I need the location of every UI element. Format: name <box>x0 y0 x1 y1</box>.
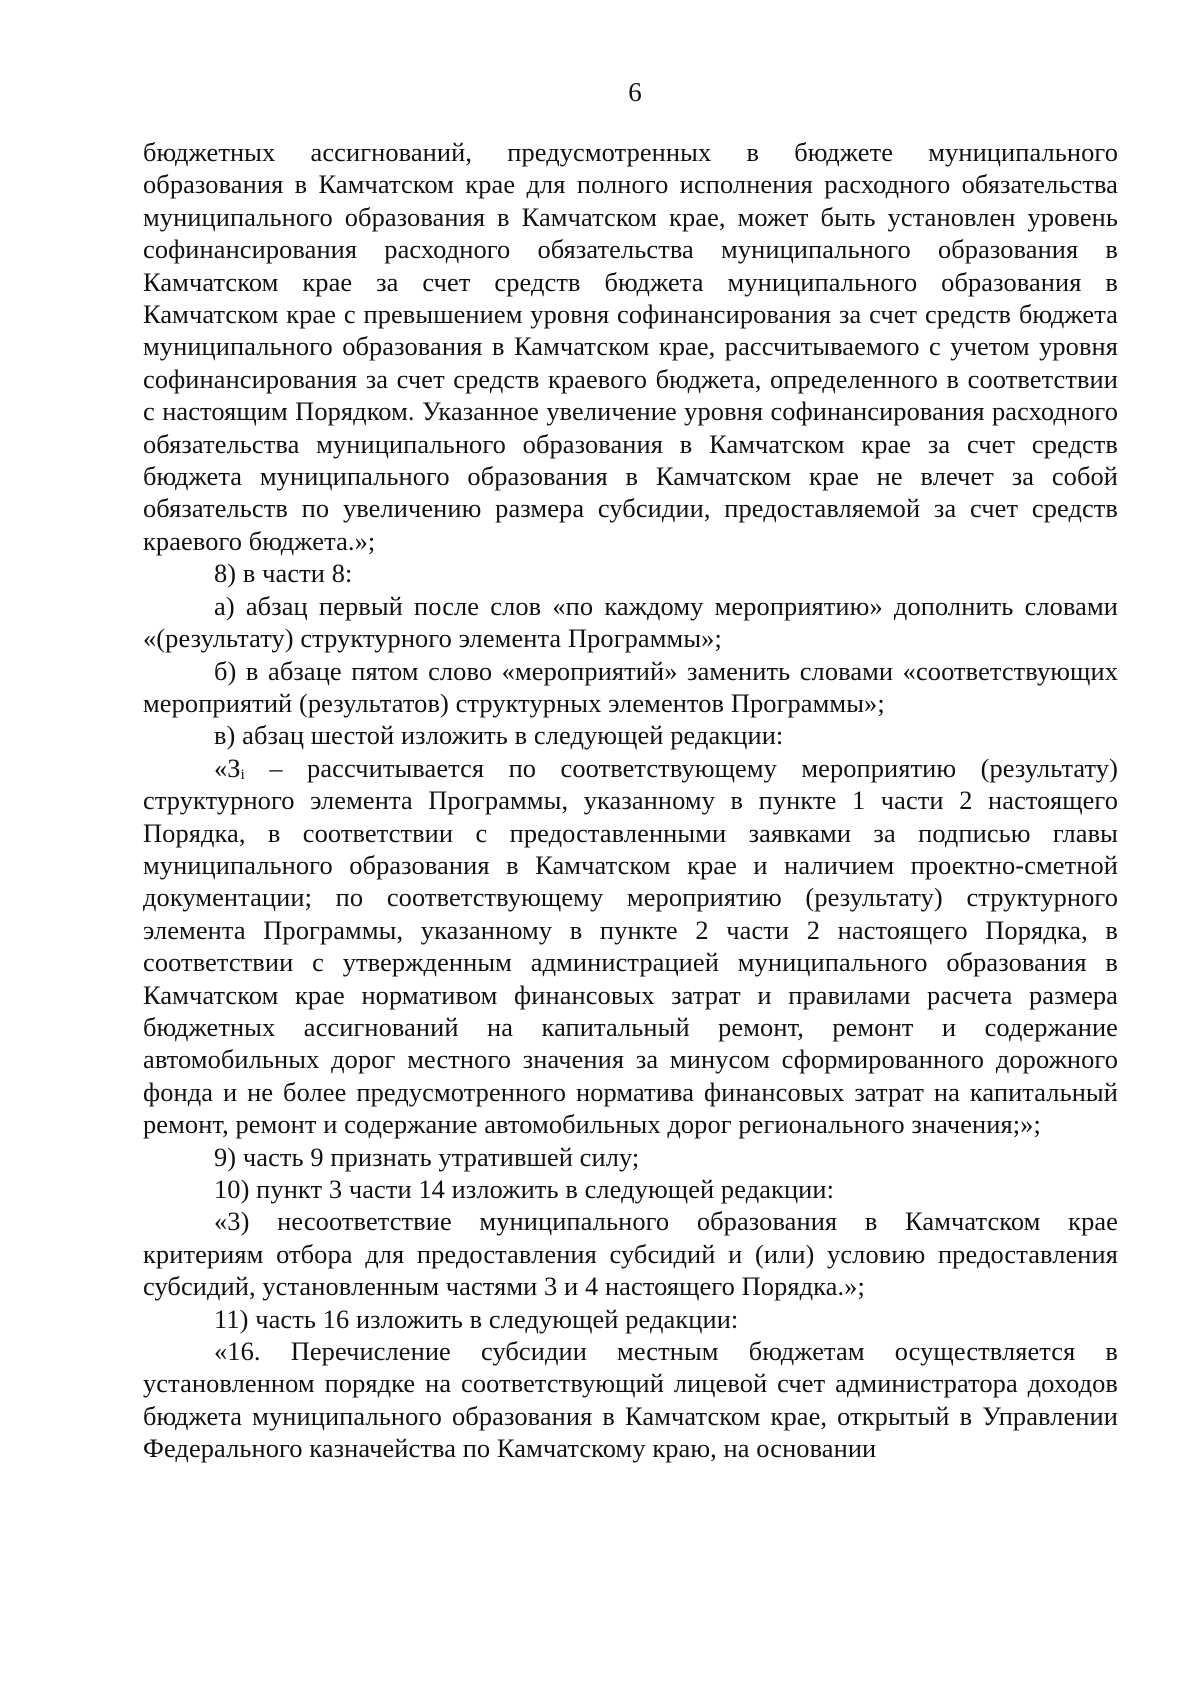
paragraph-item-8: 8) в части 8: <box>214 558 353 589</box>
formula-definition-text: – рассчитывается по соответствующему мероприятию (результату) структурного элемента Программы, указанному в пункте 1 части 2 настоящего Порядка, в соответствии с предоставленными заявками за подписью главы муниципального образования в Камчатском крае и наличием проектно-сметной документации; по соответствующему мероприятию (результату) структурного элемента Программы, указанному в пункте 2 части 2 настоящего Порядка, в соответствии с утвержденным администрацией муниципального образования в Камчатском крае нормативом финансовых затрат и правилами расчета размера бюджетных ассигнований на капитальный ремонт, ремонт и содержание автомобильных дорог местного значения за минусом сформированного дорожного фонда и не более предусмотренного норматива финансовых затрат на капитальный ремонт, ремонт и содержание автомобильных дорог регионального значения;»; <box>143 752 1118 1140</box>
paragraph-item-8a: а) абзац первый после слов «по каждому мероприятию» дополнить словами «(результату) структурного элемента Программы»; <box>143 590 1118 654</box>
paragraph-continuation: бюджетных ассигнований, предусмотренных в бюджете муниципального образования в Камчатском крае для полного исполнения расходного обязательства муниципального образования в Камчатском крае, может быть установлен уровень софинансирования расходного обязательства муниципального образования в Камчатском крае за счет средств бюджета муниципального образования в Камчатском крае с превышением уровня софинансирования за счет средств бюджета муниципального образования в Камчатском крае, рассчитываемого с учетом уровня софинансирования за счет средств краевого бюджета, определенного в соответствии с настоящим Порядком. Указанное увеличение уровня софинансирования расходного обязательства муниципального образования в Камчатском крае за счет средств бюджета муниципального образования в Камчатском крае не влечет за собой обязательств по увеличению размера субсидии, предоставляемой за счет средств краевого бюджета.»; <box>143 137 1118 556</box>
paragraph-item-10-text: «3) несоответствие муниципального образования в Камчатском крае критериям отбора для предоставления субсидий и (или) условию предоставления субсидий, установленным частями 3 и 4 настоящего Порядка.»; <box>143 1206 1118 1302</box>
paragraph-item-8b: б) в абзаце пятом слово «мероприятий» заменить словами «соответствующих мероприятий (результатов) структурных элементов Программы»; <box>143 655 1118 718</box>
document-body <box>143 136 1118 1465</box>
paragraph-item-8v: в) абзац шестой изложить в следующей редакции: <box>214 720 784 751</box>
formula-subscript: i <box>240 766 245 783</box>
paragraph-item-11: 11) часть 16 изложить в следующей редакции: <box>214 1303 739 1334</box>
formula-symbol: «З <box>214 752 241 783</box>
paragraph-item-9: 9) часть 9 признать утратившей силу; <box>214 1141 640 1172</box>
paragraph-item-10: 10) пункт 3 части 14 изложить в следующей редакции: <box>214 1174 835 1204</box>
page-number: 6 <box>628 77 642 107</box>
paragraph-formula-definition <box>143 752 1118 1141</box>
paragraph-item-11-text: «16. Перечисление субсидии местным бюджетам осуществляется в установленном порядке на соответствующий лицевой счет администратора доходов бюджета муниципального образования в Камчатском крае, открытый в Управлении Федерального казначейства по Камчатскому краю, на основании <box>143 1336 1118 1464</box>
